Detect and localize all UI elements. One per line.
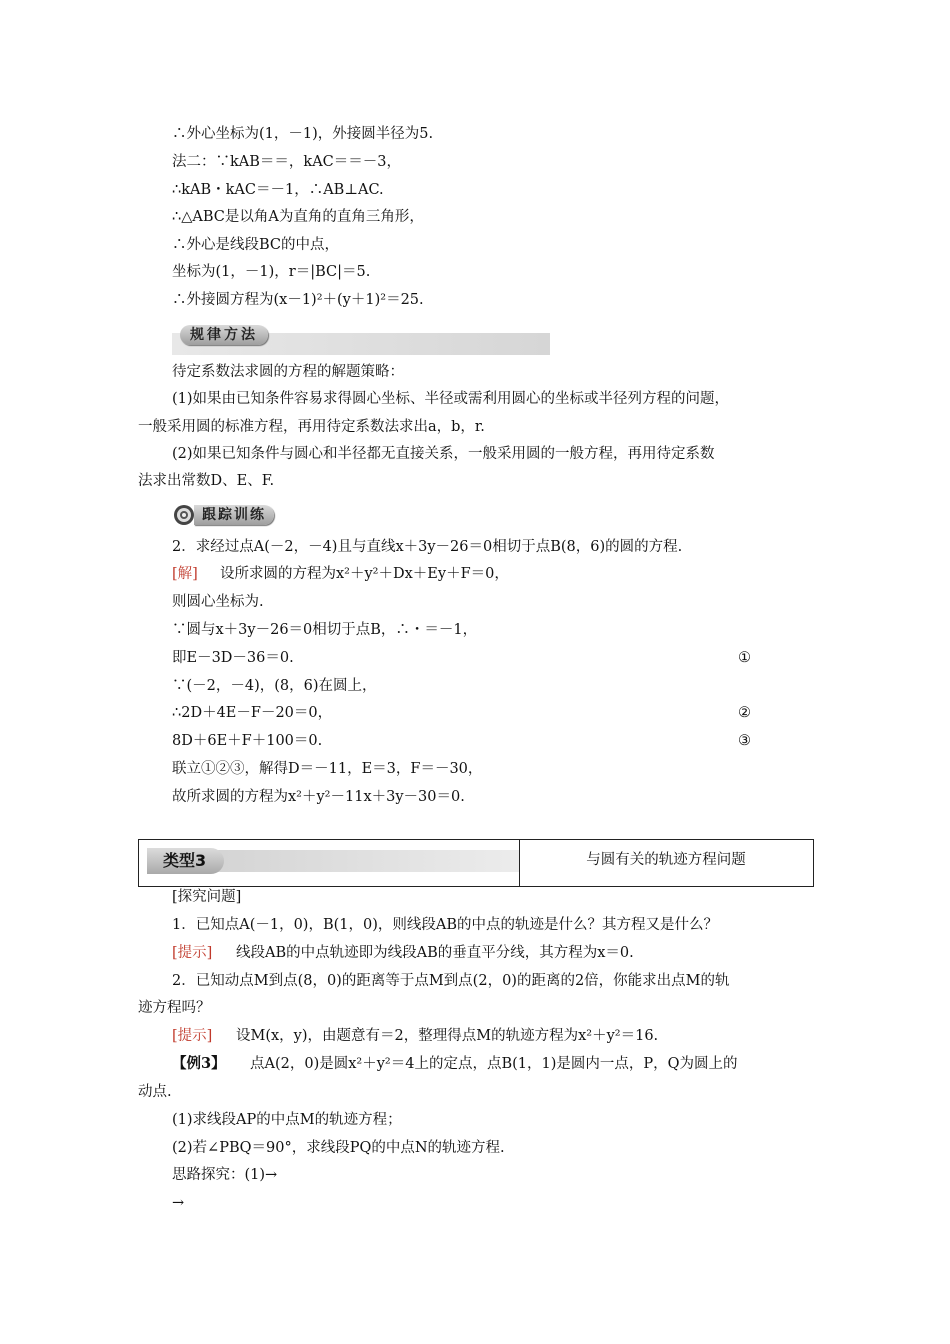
text-line: (1)如果由已知条件容易求得圆心坐标、半径或需利用圆心的坐标或半径列方程的问题， <box>172 391 730 407</box>
text-line: 迹方程吗？ <box>138 1000 211 1016</box>
equation-number: ① <box>738 650 751 666</box>
text-line: 法二：∵kAB＝＝，kAC＝＝－3， <box>172 154 401 170</box>
hint-tag: [提示] <box>172 1028 213 1044</box>
practice-badge: 跟踪训练 <box>194 505 274 525</box>
text-line: 法求出常数D、E、F. <box>138 473 275 489</box>
text-line: 设M(x，y)，由题意有＝2，整理得点M的轨迹方程为x²＋y²＝16. <box>236 1028 659 1044</box>
text-line: (2)若∠PBQ＝90°，求线段PQ的中点N的轨迹方程. <box>172 1140 505 1156</box>
text-line: 1．已知点A(－1，0)，B(1，0)，则线段AB的中点的轨迹是什么？其方程又是什么？ <box>172 917 719 933</box>
method-badge: 规律方法 <box>180 325 268 345</box>
text-line: 联立①②③，解得D＝－11，E＝3，F＝－30， <box>172 761 483 777</box>
example-tag: 【例3】 <box>172 1055 226 1072</box>
section-tag: 类型3 <box>147 848 224 874</box>
text-line: ∴外心是线段BC的中点， <box>172 237 340 253</box>
text-line: 坐标为(1，－1)，r＝|BC|＝5. <box>172 264 371 280</box>
text-line: → <box>172 1195 185 1211</box>
equation-number: ② <box>738 705 751 721</box>
section-header-box <box>138 839 814 887</box>
section-title: 与圆有关的轨迹方程问题 <box>586 852 746 868</box>
text-line: 2．求经过点A(－2，－4)且与直线x＋3y－26＝0相切于点B(8，6)的圆的方程. <box>172 539 683 555</box>
text-line: ∴外心坐标为(1，－1)，外接圆半径为5. <box>172 126 434 142</box>
text-line: ∴2D＋4E－F－20＝0， <box>172 705 333 721</box>
text-line: [探究问题] <box>172 889 242 905</box>
text-line: 2．已知动点M到点(8，0)的距离等于点M到点(2，0)的距离的2倍，你能求出点M的轨 <box>172 973 730 989</box>
text-line: ∵圆与x＋3y－26＝0相切于点B，∴・＝－1， <box>172 622 478 638</box>
text-line: 则圆心坐标为. <box>172 594 264 610</box>
text-line: (2)如果已知条件与圆心和半径都无直接关系，一般采用圆的一般方程，再用待定系数 <box>172 446 715 462</box>
text-line: 即E－3D－36＝0. <box>172 650 294 666</box>
text-line: ∵(－2，－4)，(8，6)在圆上， <box>172 678 377 694</box>
text-line: 动点. <box>138 1084 172 1100</box>
text-line: 思路探究：(1)→ <box>172 1167 278 1183</box>
text-line: 一般采用圆的标准方程，再用待定系数法求出a，b，r. <box>138 419 485 435</box>
target-icon <box>174 505 194 525</box>
equation-number: ③ <box>738 733 751 749</box>
text-line: ∴△ABC是以角A为直角的直角三角形， <box>172 209 424 225</box>
text-line: ∴外接圆方程为(x－1)²＋(y＋1)²＝25. <box>172 292 424 308</box>
text-line: 设所求圆的方程为x²＋y²＋Dx＋Ey＋F＝0， <box>220 566 509 582</box>
text-line: 8D＋6E＋F＋100＝0. <box>172 733 323 749</box>
text-line: 点A(2，0)是圆x²＋y²＝4上的定点，点B(1，1)是圆内一点，P，Q为圆上的 <box>250 1056 738 1072</box>
text-line: 故所求圆的方程为x²＋y²－11x＋3y－30＝0. <box>172 789 465 805</box>
solution-tag: [解] <box>172 566 198 582</box>
text-line: 待定系数法求圆的方程的解题策略： <box>172 364 404 380</box>
section-tag-bar <box>147 850 519 872</box>
text-line: ∴kAB・kAC＝－1，∴AB⊥AC. <box>172 182 384 198</box>
hint-tag: [提示] <box>172 945 213 961</box>
text-line: (1)求线段AP的中点M的轨迹方程； <box>172 1112 402 1128</box>
text-line: 线段AB的中点轨迹即为线段AB的垂直平分线，其方程为x＝0. <box>236 945 634 961</box>
